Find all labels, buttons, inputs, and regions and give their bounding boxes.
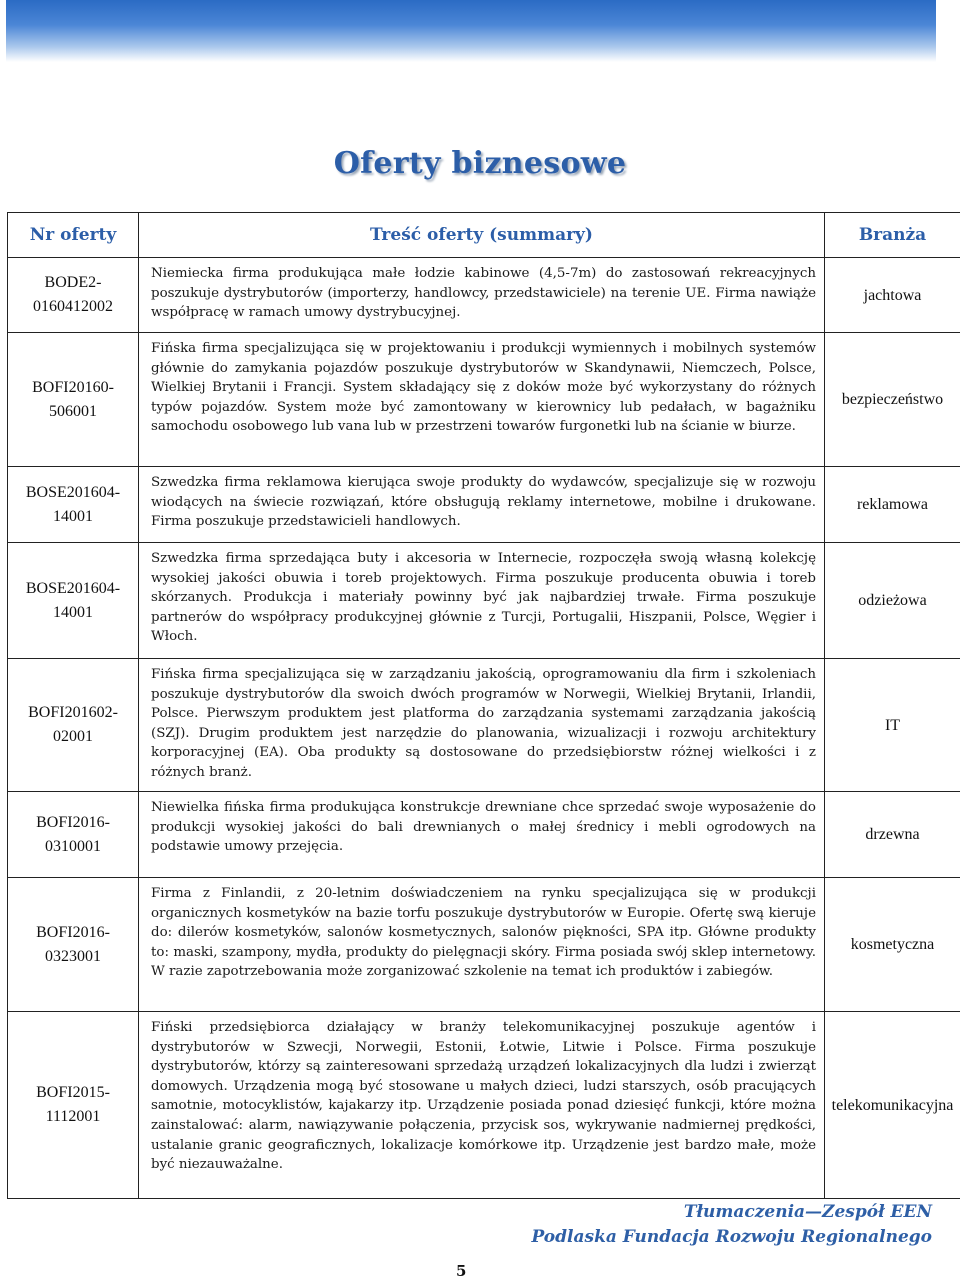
offers-table	[7, 212, 960, 1199]
header-offer-number: Nr oferty	[8, 213, 139, 258]
offer-number: BOFI20160- 506001	[8, 333, 139, 467]
table-row	[8, 1012, 960, 1199]
offer-summary: Szwedzka firma reklamowa kierująca swoje produkty do wydawców, specjalizuje się w rozwoju wiodących na świecie rozwiązań, które obsługują reklamy internetowe, mobilne i drukowane. Firma poszukuje przedstawicieli handlowych.	[139, 467, 825, 543]
offer-sector: kosmetyczna	[825, 878, 960, 1012]
offer-sector: jachtowa	[825, 258, 960, 333]
table-row	[8, 333, 960, 467]
offer-summary: Firma z Finlandii, z 20-letnim doświadczeniem na rynku specjalizująca się w produkcji organicznych kosmetyków na bazie torfu poszukuje dystrybutorów w Europie. Ofertę swą kieruje do: dilerów kosmetyków, salonów kosmetycznych, salonów piękności, SPA itp. Główne produkty to: maski, szampony, mydła, produkty do pielęgnacji skóry. Firma posiada swój sklep internetowy. W razie zapotrzebowania może zorganizować szkolenie na temat ich produktów i zabiegów.	[139, 878, 825, 1012]
offer-summary: Niemiecka firma produkująca małe łodzie kabinowe (4,5-7m) do zastosowań rekreacyjnych poszukuje dystrybutorów (importerzy, handlowcy, przedstawiciele) na terenie UE. Firma nawiąże współpracę w ramach umowy dystrybucyjnej.	[139, 258, 825, 333]
table-row	[8, 792, 960, 878]
offer-summary: Fińska firma specjalizująca się w zarządzaniu jakością, oprogramowaniu dla firm i szkoleniach poszukuje dystrybutorów dla swoich dwóch programów w Norwegii, Wielkiej Brytanii, Irlandii, Polsce. Pierwszym produktem jest platforma do zarządzania systemami zarządzania jakością (SZJ). Drugim produktem jest narzędzie do planowania, wizualizacji i rozwoju architektury korporacyjnej (EA). Oba produkty są dostosowane do przedsiębiorstw różnej wielkości i z różnych branż.	[139, 659, 825, 792]
header-offer-summary: Treść oferty (summary)	[139, 213, 825, 258]
table-row	[8, 258, 960, 333]
offer-number: BOSE201604- 14001	[8, 467, 139, 543]
offer-number: BOFI2016- 0310001	[8, 792, 139, 878]
footer-organization: Podlaska Fundacja Rozwoju Regionalnego	[531, 1227, 932, 1247]
offer-number: BOFI201602- 02001	[8, 659, 139, 792]
footer-translation-credit: Tłumaczenia—Zespół EEN	[683, 1202, 932, 1222]
offer-number: BODE2- 0160412002	[8, 258, 139, 333]
table-row	[8, 543, 960, 659]
offer-summary: Fiński przedsiębiorca działający w branży telekomunikacyjnej poszukuje agentów i dystrybutorów w Szwecji, Norwegii, Estonii, Łotwie, Litwie i Polsce. Firma poszukuje dystrybutorów, którzy są zainteresowani sprzedażą urządzeń lokalizacyjnych dla ludzi i zwierząt domowych. Urządzenia mogą być stosowane u małych dzieci, ludzi starszych, osób pracujących samotnie, motocyklistów, kajakarzy itp. Urządzenie posiada ponad dziesięć funkcji, które można zainstalować: alarm, nawiązywanie połączenia, przycisk sos, wykrywanie nadmiernej prędkości, ustalanie granic geograficznych, lokalizacje komórkowe itp. Urządzenie jest bardzo małe, może być niezauważalne.	[139, 1012, 825, 1199]
offer-summary: Fińska firma specjalizująca się w projektowaniu i produkcji wymiennych i mobilnych systemów głównie do zamykania pojazdów poszukuje dystrybutorów w Skandynawii, Niemczech, Polsce, Wielkiej Brytanii i Francji. System składający się z doków może być wykorzystany do różnych typów pojazdów. System może być zamontowany w kierownicy lub pedałach, w bagażniku samochodu osobowego lub vana lub w przestrzeni towarów furgonetki lub na ścianie w biurze.	[139, 333, 825, 467]
offer-number: BOFI2015- 1112001	[8, 1012, 139, 1199]
offer-summary: Niewielka fińska firma produkująca konstrukcje drewniane chce sprzedać swoje wyposażenie do produkcji wysokiej jakości do bali drewnianych o małej średnicy i mebli ogrodowych na podstawie umowy przejęcia.	[139, 792, 825, 878]
offer-sector: odzieżowa	[825, 543, 960, 659]
header-banner	[6, 0, 936, 62]
offer-sector: drzewna	[825, 792, 960, 878]
offer-sector: reklamowa	[825, 467, 960, 543]
table-row	[8, 878, 960, 1012]
table-row	[8, 467, 960, 543]
offer-sector: IT	[825, 659, 960, 792]
offer-number: BOSE201604- 14001	[8, 543, 139, 659]
offer-sector: telekomunikacyjna	[825, 1012, 960, 1199]
table-header-row	[8, 213, 960, 258]
offer-number: BOFI2016- 0323001	[8, 878, 139, 1012]
table-row	[8, 659, 960, 792]
offer-sector: bezpieczeństwo	[825, 333, 960, 467]
page-title: Oferty biznesowe	[333, 146, 627, 181]
offer-summary: Szwedzka firma sprzedająca buty i akcesoria w Internecie, rozpoczęła swoją własną kolekcję wysokiej jakości obuwia i toreb projektowych. Firma poszukuje producenta obuwia i toreb skórzanych. Produkcja i materiały powinny być jak najbardziej trwałe. Firma poszukuje partnerów do współpracy produkcyjnej głównie z Turcji, Portugalii, Hiszpanii, Polsce, Węgier i Włoch.	[139, 543, 825, 659]
footer-credits	[531, 1200, 932, 1250]
page-number: 5	[456, 1262, 467, 1280]
header-sector: Branża	[825, 213, 960, 258]
